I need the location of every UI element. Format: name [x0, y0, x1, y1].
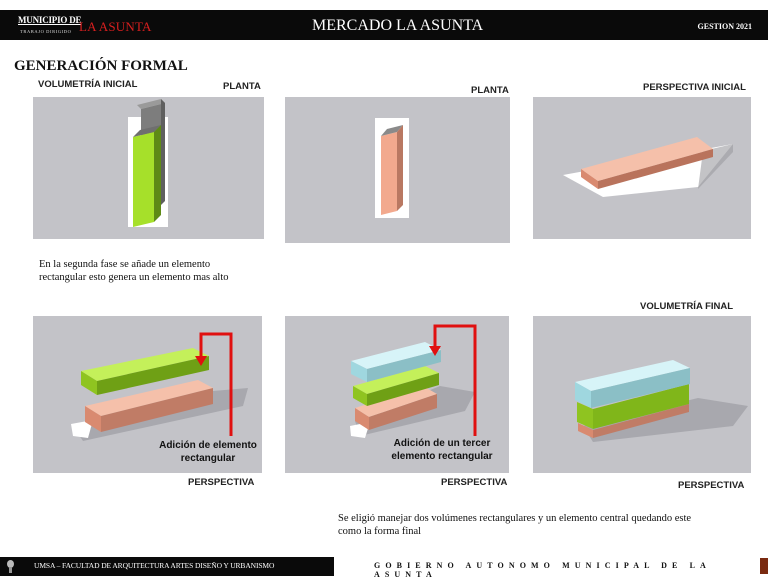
text-fase-dos: En la segunda fase se añade un elemento rectangular esto genera un elemento mas alto — [39, 259, 229, 283]
label-perspectiva-inicial: PERSPECTIVA INICIAL — [643, 82, 746, 93]
image-planta-2 — [285, 97, 510, 243]
footer-faculty: UMSA – FACULTAD DE ARQUITECTURA ARTES DISEÑO Y URBANISMO — [34, 561, 275, 570]
label-perspectiva-2: PERSPECTIVA — [441, 477, 508, 488]
label-planta-2: PLANTA — [471, 85, 509, 96]
label-planta-1: PLANTA — [223, 81, 261, 92]
image-perspectiva-inicial — [533, 97, 751, 239]
faculty-logo-icon — [6, 559, 15, 573]
image-volumetria-final — [533, 316, 751, 473]
logo-municipio: MUNICIPIO DE — [18, 15, 82, 25]
logo-name: LA ASUNTA — [79, 19, 152, 34]
section-title: GENERACIÓN FORMAL — [14, 58, 188, 74]
logo-subtitle: TRABAJO DIRIGIDO — [20, 29, 72, 34]
label-volumetria-final: VOLUMETRÍA FINAL — [640, 301, 734, 312]
header-bar — [0, 10, 768, 40]
caption-adicion-tercer: Adición de un tercer elemento rectangular — [391, 438, 493, 462]
label-perspectiva-1: PERSPECTIVA — [188, 477, 255, 488]
label-perspectiva-3: PERSPECTIVA — [678, 480, 745, 491]
footer-bar — [0, 557, 334, 576]
caption-adicion-elemento: Adición de elemento rectangular — [159, 440, 257, 464]
header-year: GESTION 2021 — [697, 22, 752, 31]
page-title: MERCADO LA ASUNTA — [312, 17, 484, 34]
label-volumetria-inicial: VOLUMETRÍA INICIAL — [38, 79, 138, 90]
footer-municipality: GOBIERNO AUTONOMO MUNICIPAL DE LA ASUNTA — [374, 561, 711, 579]
image-planta-1 — [33, 97, 264, 239]
text-conclusion: Se eligió manejar dos volúmenes rectangulares y un elemento central quedando este como la forma final — [338, 513, 692, 537]
municipality-logo-icon — [760, 558, 768, 574]
